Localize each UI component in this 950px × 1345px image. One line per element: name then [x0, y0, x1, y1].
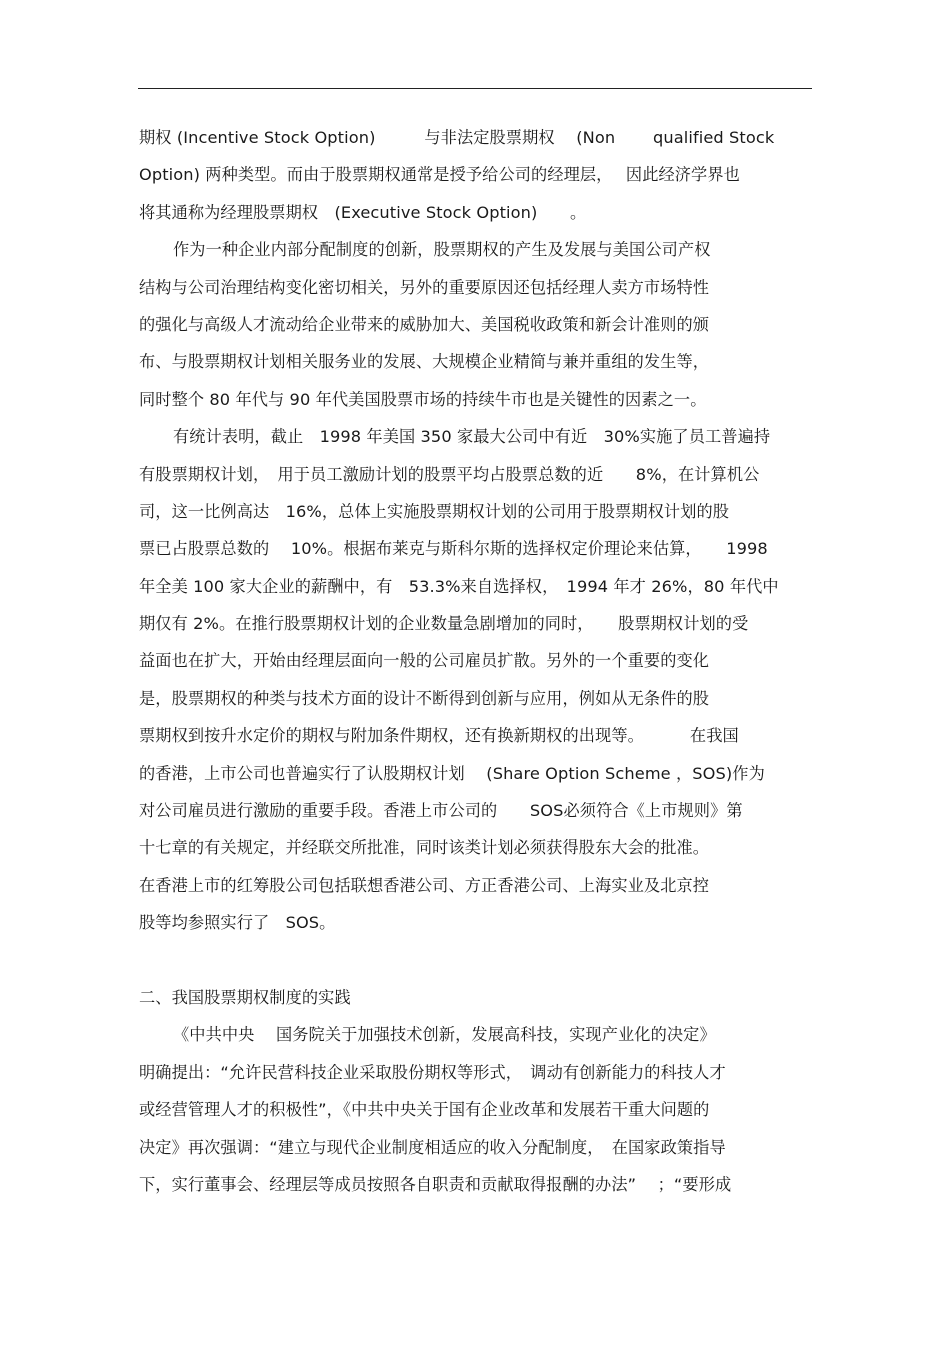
document-body [139, 119, 814, 1203]
text-line: 是，股票期权的种类与技术方面的设计不断得到创新与应用，例如从无条件的股 [139, 688, 710, 708]
paragraph [139, 1054, 814, 1204]
paragraph [139, 119, 814, 231]
text-line: 票期权到按升水定价的期权与附加条件期权，还有换新期权的出现等。 在我国 [139, 726, 739, 746]
text-line: 明确提出：“允许民营科技企业采取股份期权等形式， 调动有创新能力的科技人才 [139, 1062, 726, 1082]
text-line: 对公司雇员进行激励的重要手段。香港上市公司的 SOS必须符合《上市规则》第 [139, 801, 743, 821]
paragraph [139, 979, 814, 1016]
text-line: 的香港，上市公司也普遍实行了认股期权计划 (Share Option Scheme ，SOS)作为 [139, 763, 765, 783]
text-line: 的强化与高级人才流动给企业带来的威胁加大、美国税收政策和新会计准则的颁 [139, 314, 710, 334]
text-line: 下，实行董事会、经理层等成员按照各自职责和贡献取得报酬的办法” ；“要形成 [139, 1174, 732, 1194]
text-line: 决定》再次强调：“建立与现代企业制度相适应的收入分配制度， 在国家政策指导 [139, 1137, 726, 1157]
text-line: 作为一种企业内部分配制度的创新，股票期权的产生及发展与美国公司产权 [173, 240, 711, 260]
text-line: 票已占股票总数的 10%。根据布莱克与斯科尔斯的选择权定价理论来估算， 1998 [139, 539, 768, 559]
section-heading: 二、我国股票期权制度的实践 [139, 987, 351, 1007]
text-line: 同时整个 80 年代与 90 年代美国股票市场的持续牛市也是关键性的因素之一。 [139, 389, 707, 409]
header-rule [138, 88, 812, 89]
paragraph [139, 418, 814, 941]
text-line: 有统计表明，截止 1998 年美国 350 家最大公司中有近 30%实施了员工普遍持 [173, 427, 771, 447]
text-line: 股等均参照实行了 SOS。 [139, 913, 336, 933]
text-line: 期仅有 2%。在推行股票期权计划的企业数量急剧增加的同时， 股票期权计划的受 [139, 614, 749, 634]
text-line: 将其通称为经理股票期权 (Executive Stock Option) 。 [139, 202, 587, 222]
paragraph [139, 231, 814, 418]
text-line: 期权 (Incentive Stock Option) 与非法定股票期权 (Non qualified Stock [139, 128, 775, 147]
text-line: 益面也在扩大，开始由经理层面向一般的公司雇员扩散。另外的一个重要的变化 [139, 651, 710, 671]
text-line: Option) 两种类型。而由于股票期权通常是授予给公司的经理层， 因此经济学界也 [139, 165, 740, 185]
text-line: 在香港上市的红筹股公司包括联想香港公司、方正香港公司、上海实业及北京控 [139, 875, 710, 895]
text-line: 或经营管理人才的积极性”，《中共中央关于国有企业改革和发展若干重大问题的 [139, 1100, 710, 1120]
text-line: 《中共中央 国务院关于加强技术创新，发展高科技，实现产业化的决定》 [173, 1025, 716, 1045]
text-line: 十七章的有关规定，并经联交所批准，同时该类计划必须获得股东大会的批准。 [139, 838, 710, 858]
text-line: 司，这一比例高达 16%，总体上实施股票期权计划的公司用于股票期权计划的股 [139, 501, 730, 521]
paragraph-gap [139, 942, 814, 979]
text-line: 布、与股票期权计划相关服务业的发展、大规模企业精简与兼并重组的发生等， [139, 352, 710, 372]
text-line: 有股票期权计划， 用于员工激励计划的股票平均占股票总数的近 8%，在计算机公 [139, 464, 760, 484]
text-line: 结构与公司治理结构变化密切相关，另外的重要原因还包括经理人卖方市场特性 [139, 277, 710, 297]
text-line: 年全美 100 家大企业的薪酬中，有 53.3%来自选择权， 1994 年才 26%，80 年代中 [139, 576, 779, 596]
paragraph [139, 1016, 814, 1053]
